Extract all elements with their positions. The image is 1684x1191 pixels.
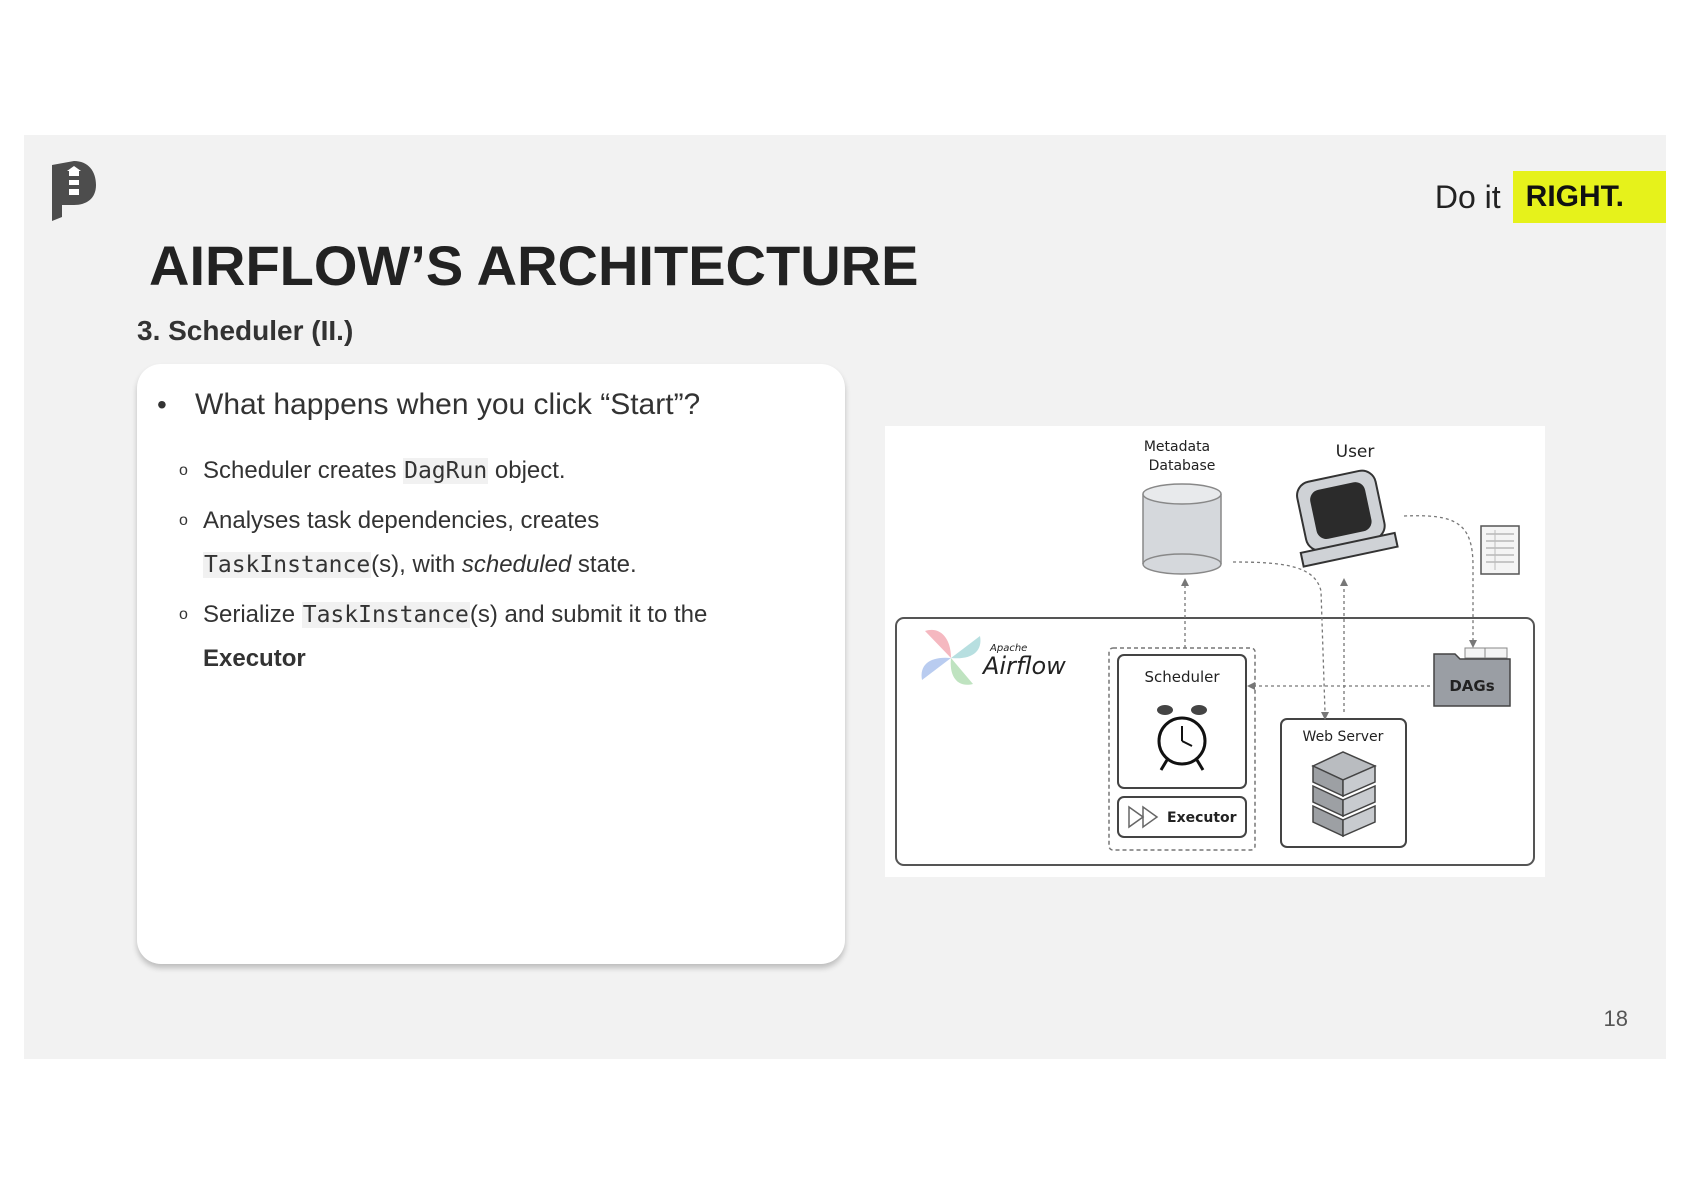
airflow-label: Airflow [983, 652, 1066, 680]
list-item [179, 449, 566, 493]
executor-label: Executor [1167, 810, 1237, 826]
bullet-dot: • [157, 389, 167, 420]
page-number: 18 [1603, 1006, 1628, 1031]
bullet-text: What happens when you click “Start”? [195, 388, 701, 421]
monitor-icon [1287, 466, 1398, 566]
metadata-label-2: Database [1148, 458, 1216, 474]
tagline-highlight: RIGHT. [1513, 171, 1666, 223]
brand-tagline [1435, 171, 1666, 223]
sub-bullet-marker: o [179, 606, 188, 623]
content-card [137, 364, 845, 964]
tagline-prefix: Do it [1434, 178, 1501, 215]
architecture-diagram-svg [885, 426, 1545, 877]
item-text: object. [488, 457, 566, 484]
list-item [179, 593, 803, 681]
slide-subtitle: 3. Scheduler (II.) [137, 315, 354, 346]
metadata-label-1: Metadata [1143, 439, 1211, 455]
main-bullet [157, 388, 700, 422]
user-label: User [1335, 442, 1375, 462]
code-snippet: TaskInstance [204, 552, 371, 578]
web-server-label: Web Server [1302, 729, 1384, 745]
slide [24, 135, 1666, 1059]
architecture-diagram [885, 426, 1545, 877]
item-text: (s) and submit it to the [469, 601, 708, 628]
code-snippet: TaskInstance [302, 602, 469, 628]
slide-title: AIRFLOW’S ARCHITECTURE [149, 234, 919, 297]
server-stack-icon [1313, 752, 1375, 836]
item-text: Serialize [203, 601, 302, 628]
scheduler-label: Scheduler [1144, 668, 1220, 686]
item-text: Analyses task dependencies, creates [203, 507, 600, 534]
sub-bullet-marker: o [179, 462, 188, 479]
code-snippet: DagRun [404, 458, 488, 484]
item-text: state. [571, 551, 637, 578]
item-text: (s), with [371, 551, 462, 578]
sub-bullet-marker: o [179, 512, 188, 529]
apache-label: Apache [990, 643, 1028, 654]
list-item [179, 499, 783, 587]
dags-label: DAGs [1449, 677, 1495, 695]
emphasis-text: scheduled [461, 551, 572, 578]
document-icon [1481, 526, 1519, 574]
strong-text: Executor [203, 645, 306, 672]
airflow-pinwheel-icon [922, 630, 981, 685]
lighthouse-logo-icon [52, 161, 96, 221]
item-text: Scheduler creates [203, 457, 404, 484]
database-icon [1143, 484, 1221, 574]
